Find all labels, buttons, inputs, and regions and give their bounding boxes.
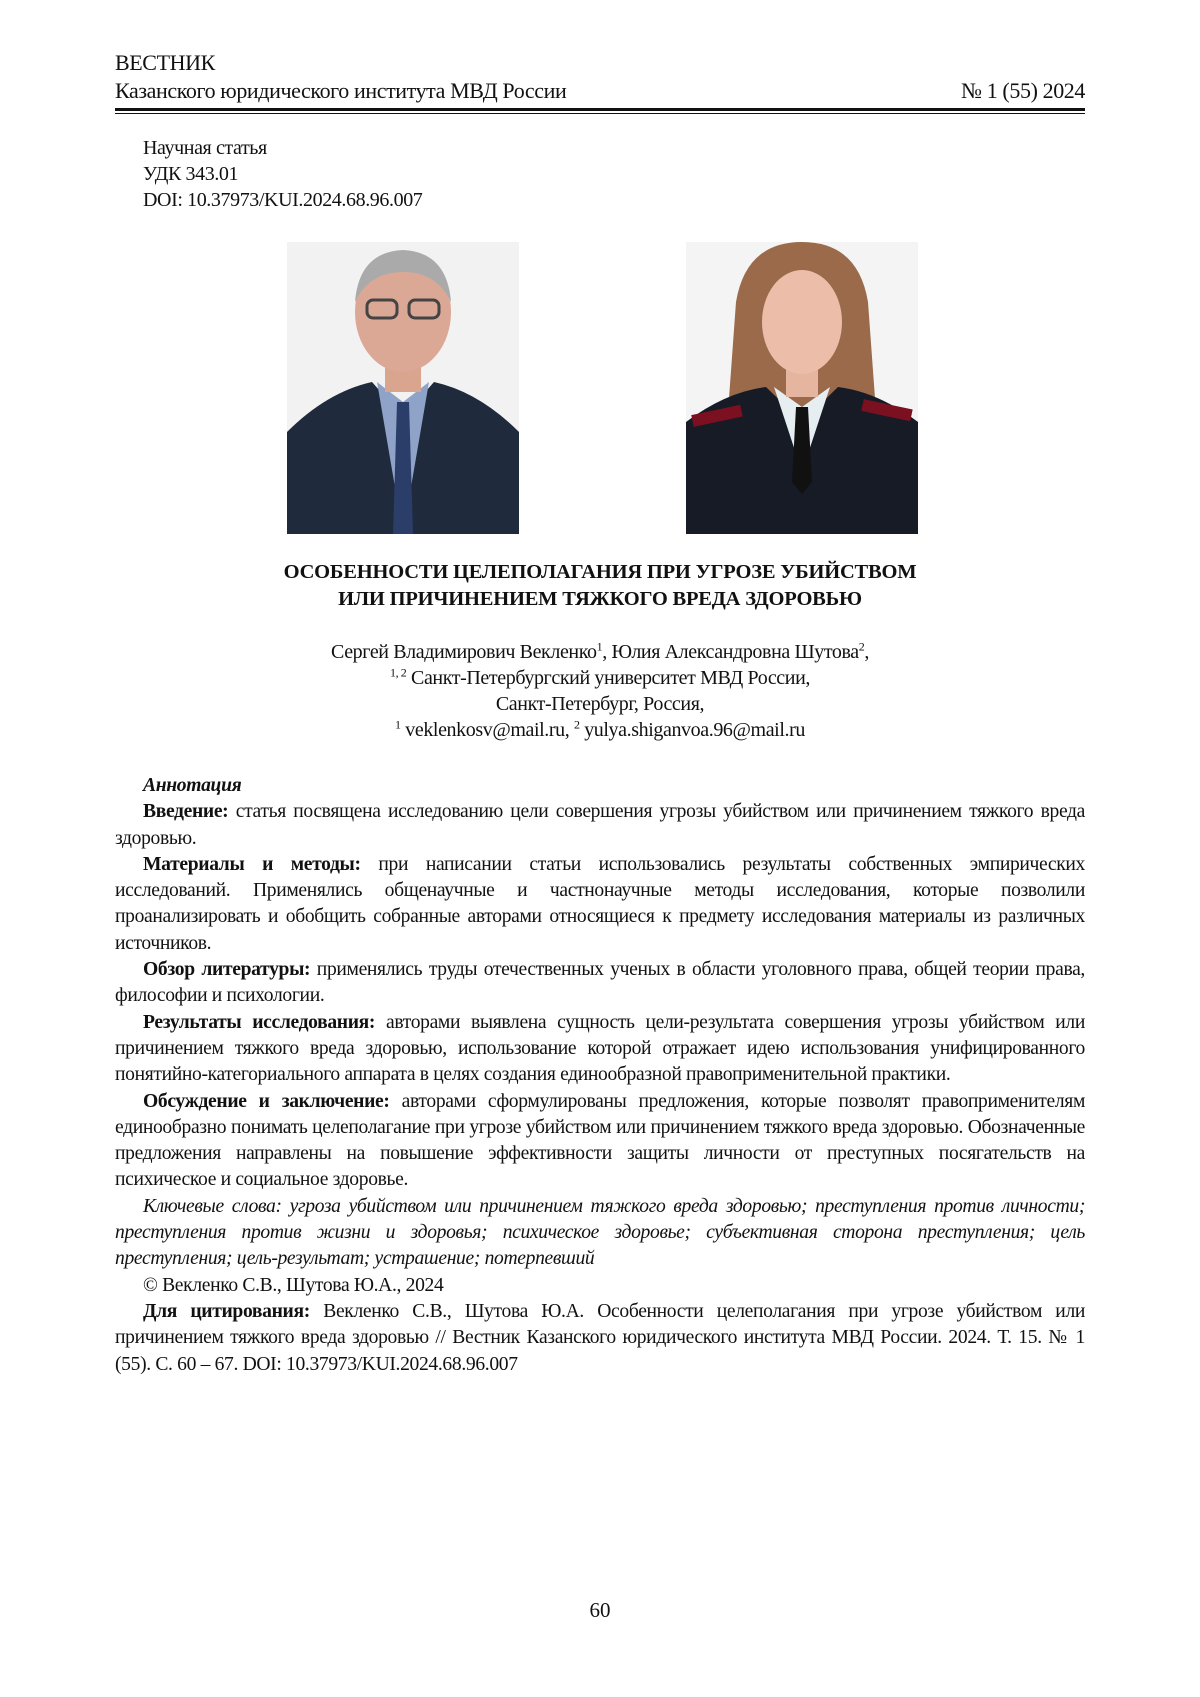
abstract-results xyxy=(115,1010,1085,1089)
abstract-literature xyxy=(115,957,1085,1010)
email-2-sup: 2 xyxy=(573,717,580,732)
header-rule xyxy=(115,108,1085,111)
section-label: Введение: xyxy=(143,801,229,823)
abstract-intro xyxy=(115,799,1085,852)
article-title-line-2: ИЛИ ПРИЧИНЕНИЕМ ТЯЖКОГО ВРЕДА ЗДОРОВЬЮ xyxy=(338,588,862,610)
author-2: Юлия Александровна Шутова xyxy=(611,641,859,663)
abstract-methods xyxy=(115,852,1085,957)
email-2[interactable]: yulya.shiganvoa.96@mail.ru xyxy=(584,719,805,741)
issue-number: № 1 (55) 2024 xyxy=(961,78,1085,103)
abstract-discussion xyxy=(115,1089,1085,1194)
citation xyxy=(115,1299,1085,1378)
author-1-sup: 1 xyxy=(596,639,603,654)
doi: DOI: 10.37973/KUI.2024.68.96.007 xyxy=(143,189,423,211)
header-rule-thin xyxy=(115,113,1085,114)
page-number: 60 xyxy=(589,1598,611,1622)
udk: УДК 343.01 xyxy=(143,163,239,185)
section-label: Результаты исследования: xyxy=(143,1011,376,1033)
email-1[interactable]: veklenkosv@mail.ru, xyxy=(405,719,570,741)
section-text: при написании статьи использовались результаты собственных эмпирических исследований. Применялись общенаучные и частнонаучные методы исследования, которые позволили проанализировать и обобщить собранные авторами относящиеся к предмету исследования материалы из различных источников. xyxy=(115,853,1085,954)
section-text: авторами сформулированы предложения, которые позволят правоприменителям единообразно понимать целеполагание при угрозе убийством или причинением тяжкого вреда здоровью. Обозначенные предложения направлены на повышение эффективности защиты личности от преступных посягательств на психическое и социальное здоровье. xyxy=(115,1090,1085,1191)
citation-text: Векленко С.В., Шутова Ю.А. Особенности целеполагания при угрозе убийством или причинением тяжкого вреда здоровью // Вестник Казанского юридического института МВД России. 2024. Т. 15. № 1 (55). С. 60 – 67. DOI: 10.37973/KUI.2024.68.96.007 xyxy=(115,1300,1086,1375)
article-type: Научная статья xyxy=(143,137,267,159)
affiliation-text: Санкт-Петербургский университет МВД России, xyxy=(411,667,810,689)
author-names: Сергей Владимирович Векленко$^1$, Юлия Александровна Шутова$^2$, xyxy=(331,639,869,663)
journal-name: ВЕСТНИК xyxy=(115,50,215,75)
author-photo-1 xyxy=(287,242,519,534)
journal-subtitle: Казанского юридического института МВД России xyxy=(115,78,567,103)
copyright: © Векленко С.В., Шутова Ю.А., 2024 xyxy=(143,1274,444,1296)
author-2-sup: 2 xyxy=(858,639,865,654)
section-text: применялись труды отечественных ученых в области уголовного права, общей теории права, философии и психологии. xyxy=(115,959,1085,1007)
emails xyxy=(115,717,1085,743)
affiliation xyxy=(115,665,1085,691)
city: Санкт-Петербург, Россия, xyxy=(495,693,705,715)
abstract-heading: Аннотация xyxy=(143,775,242,796)
section-label: Материалы и методы: xyxy=(143,853,361,875)
author-1: Сергей Владимирович Векленко xyxy=(331,641,597,663)
citation-label: Для цитирования: xyxy=(143,1300,310,1322)
affiliation-sup: 1, 2 xyxy=(390,665,407,680)
section-label: Обзор литературы: xyxy=(143,959,311,981)
keywords: Ключевые слова: угроза убийством или причинением тяжкого вреда здоровью; преступления против личности; преступления против жизни и здоровья; психическое здоровье; субъективная сторона преступления; цель преступления; цель-результат; устрашение; потерпевший xyxy=(115,1195,1085,1270)
author-photo-2 xyxy=(686,242,918,534)
email-1-sup: 1 xyxy=(395,717,401,732)
section-text: авторами выявлена сущность цели-результата совершения угрозы убийством или причинением тяжкого вреда здоровью, использование которой отражает идею использования унифицированного понятийно-категориального аппарата в целях создания единообразной правоприменительной практики. xyxy=(115,1011,1085,1086)
section-label: Обсуждение и заключение: xyxy=(143,1090,390,1112)
abstract xyxy=(115,773,1085,1378)
section-text: статья посвящена исследованию цели совершения угрозы убийством или причинением тяжкого вреда здоровью. xyxy=(115,801,1085,849)
article-title-line-1: ОСОБЕННОСТИ ЦЕЛЕПОЛАГАНИЯ ПРИ УГРОЗЕ УБИЙСТВОМ xyxy=(283,561,917,583)
